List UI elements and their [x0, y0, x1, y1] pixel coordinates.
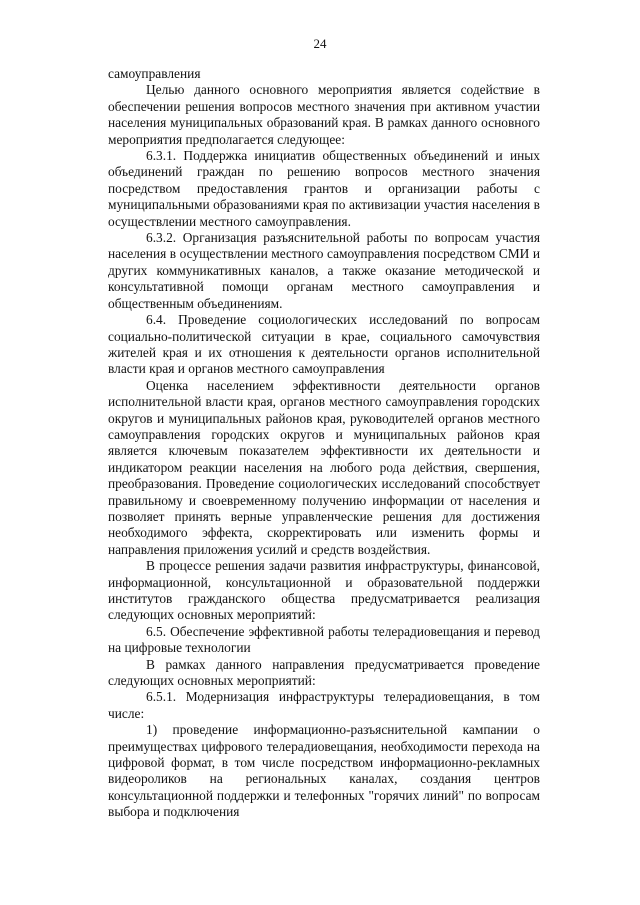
- document-body: [108, 66, 540, 821]
- paragraph-continuation: самоуправления: [108, 66, 201, 81]
- paragraph-item-1: 1) проведение информационно-разъяснительной кампании о преимуществах цифрового телерадиовещания, необходимости перехода на цифровой формат, в том числе посредством информационно-рекламных видеороликов на региональных каналах, создания центров консультационной поддержки и телефонных "горячих линий" по вопросам выбора и подключения: [108, 722, 540, 820]
- paragraph-6-4: 6.4. Проведение социологических исследований по вопросам социально-политической ситуации в крае, социального самочувствия жителей края и их отношения к деятельности органов исполнительной власти края и органов местного самоуправления: [108, 312, 540, 377]
- paragraph-direction: В рамках данного направления предусматривается проведение следующих основных мероприятий:: [108, 656, 540, 689]
- paragraph-goal: Целью данного основного мероприятия является содействие в обеспечении решения вопросов местного значения при активном участии населения муниципальных образований края. В рамках данного основного мероприятия предполагается следующее:: [108, 82, 540, 147]
- paragraph-6-3-2: 6.3.2. Организация разъяснительной работы по вопросам участия населения в осуществлении местного самоуправления посредством СМИ и других коммуникативных каналов, а также оказание методической и консультативной помощи органам местного самоуправления и общественным объединениям.: [108, 230, 540, 311]
- paragraph-6-5: 6.5. Обеспечение эффективной работы телерадиовещания и перевод на цифровые технологии: [108, 623, 540, 656]
- paragraph-infrastructure: В процессе решения задачи развития инфраструктуры, финансовой, информационной, консультационной и образовательной поддержки институтов гражданского общества предусматривается реализация следующих основных мероприятий:: [108, 558, 540, 623]
- paragraph-6-3-1: 6.3.1. Поддержка инициатив общественных объединений и иных объединений граждан по решению вопросов местного значения посредством предоставления грантов и организации работы с муниципальными образованиями края по активизации участия населения в осуществлении местного самоуправления.: [108, 148, 540, 229]
- paragraph-assessment: Оценка населением эффективности деятельности органов исполнительной власти края, органов местного самоуправления городских округов и муниципальных районов края, руководителей органов местного самоуправления городских округов и муниципальных районов края является ключевым показателем эффективности их деятельности и индикатором реакции населения на любого рода действия, свершения, преобразования. Проведение социологических исследований способствует правильному и своевременному получению информации от населения и позволяет принять верные управленческие решения для достижения необходимого эффекта, скорректировать или изменить формы и направления приложения усилий и средств воздействия.: [108, 377, 540, 557]
- page-number: 24: [313, 36, 327, 51]
- paragraph-6-5-1: 6.5.1. Модернизация инфраструктуры телерадиовещания, в том числе:: [108, 689, 540, 721]
